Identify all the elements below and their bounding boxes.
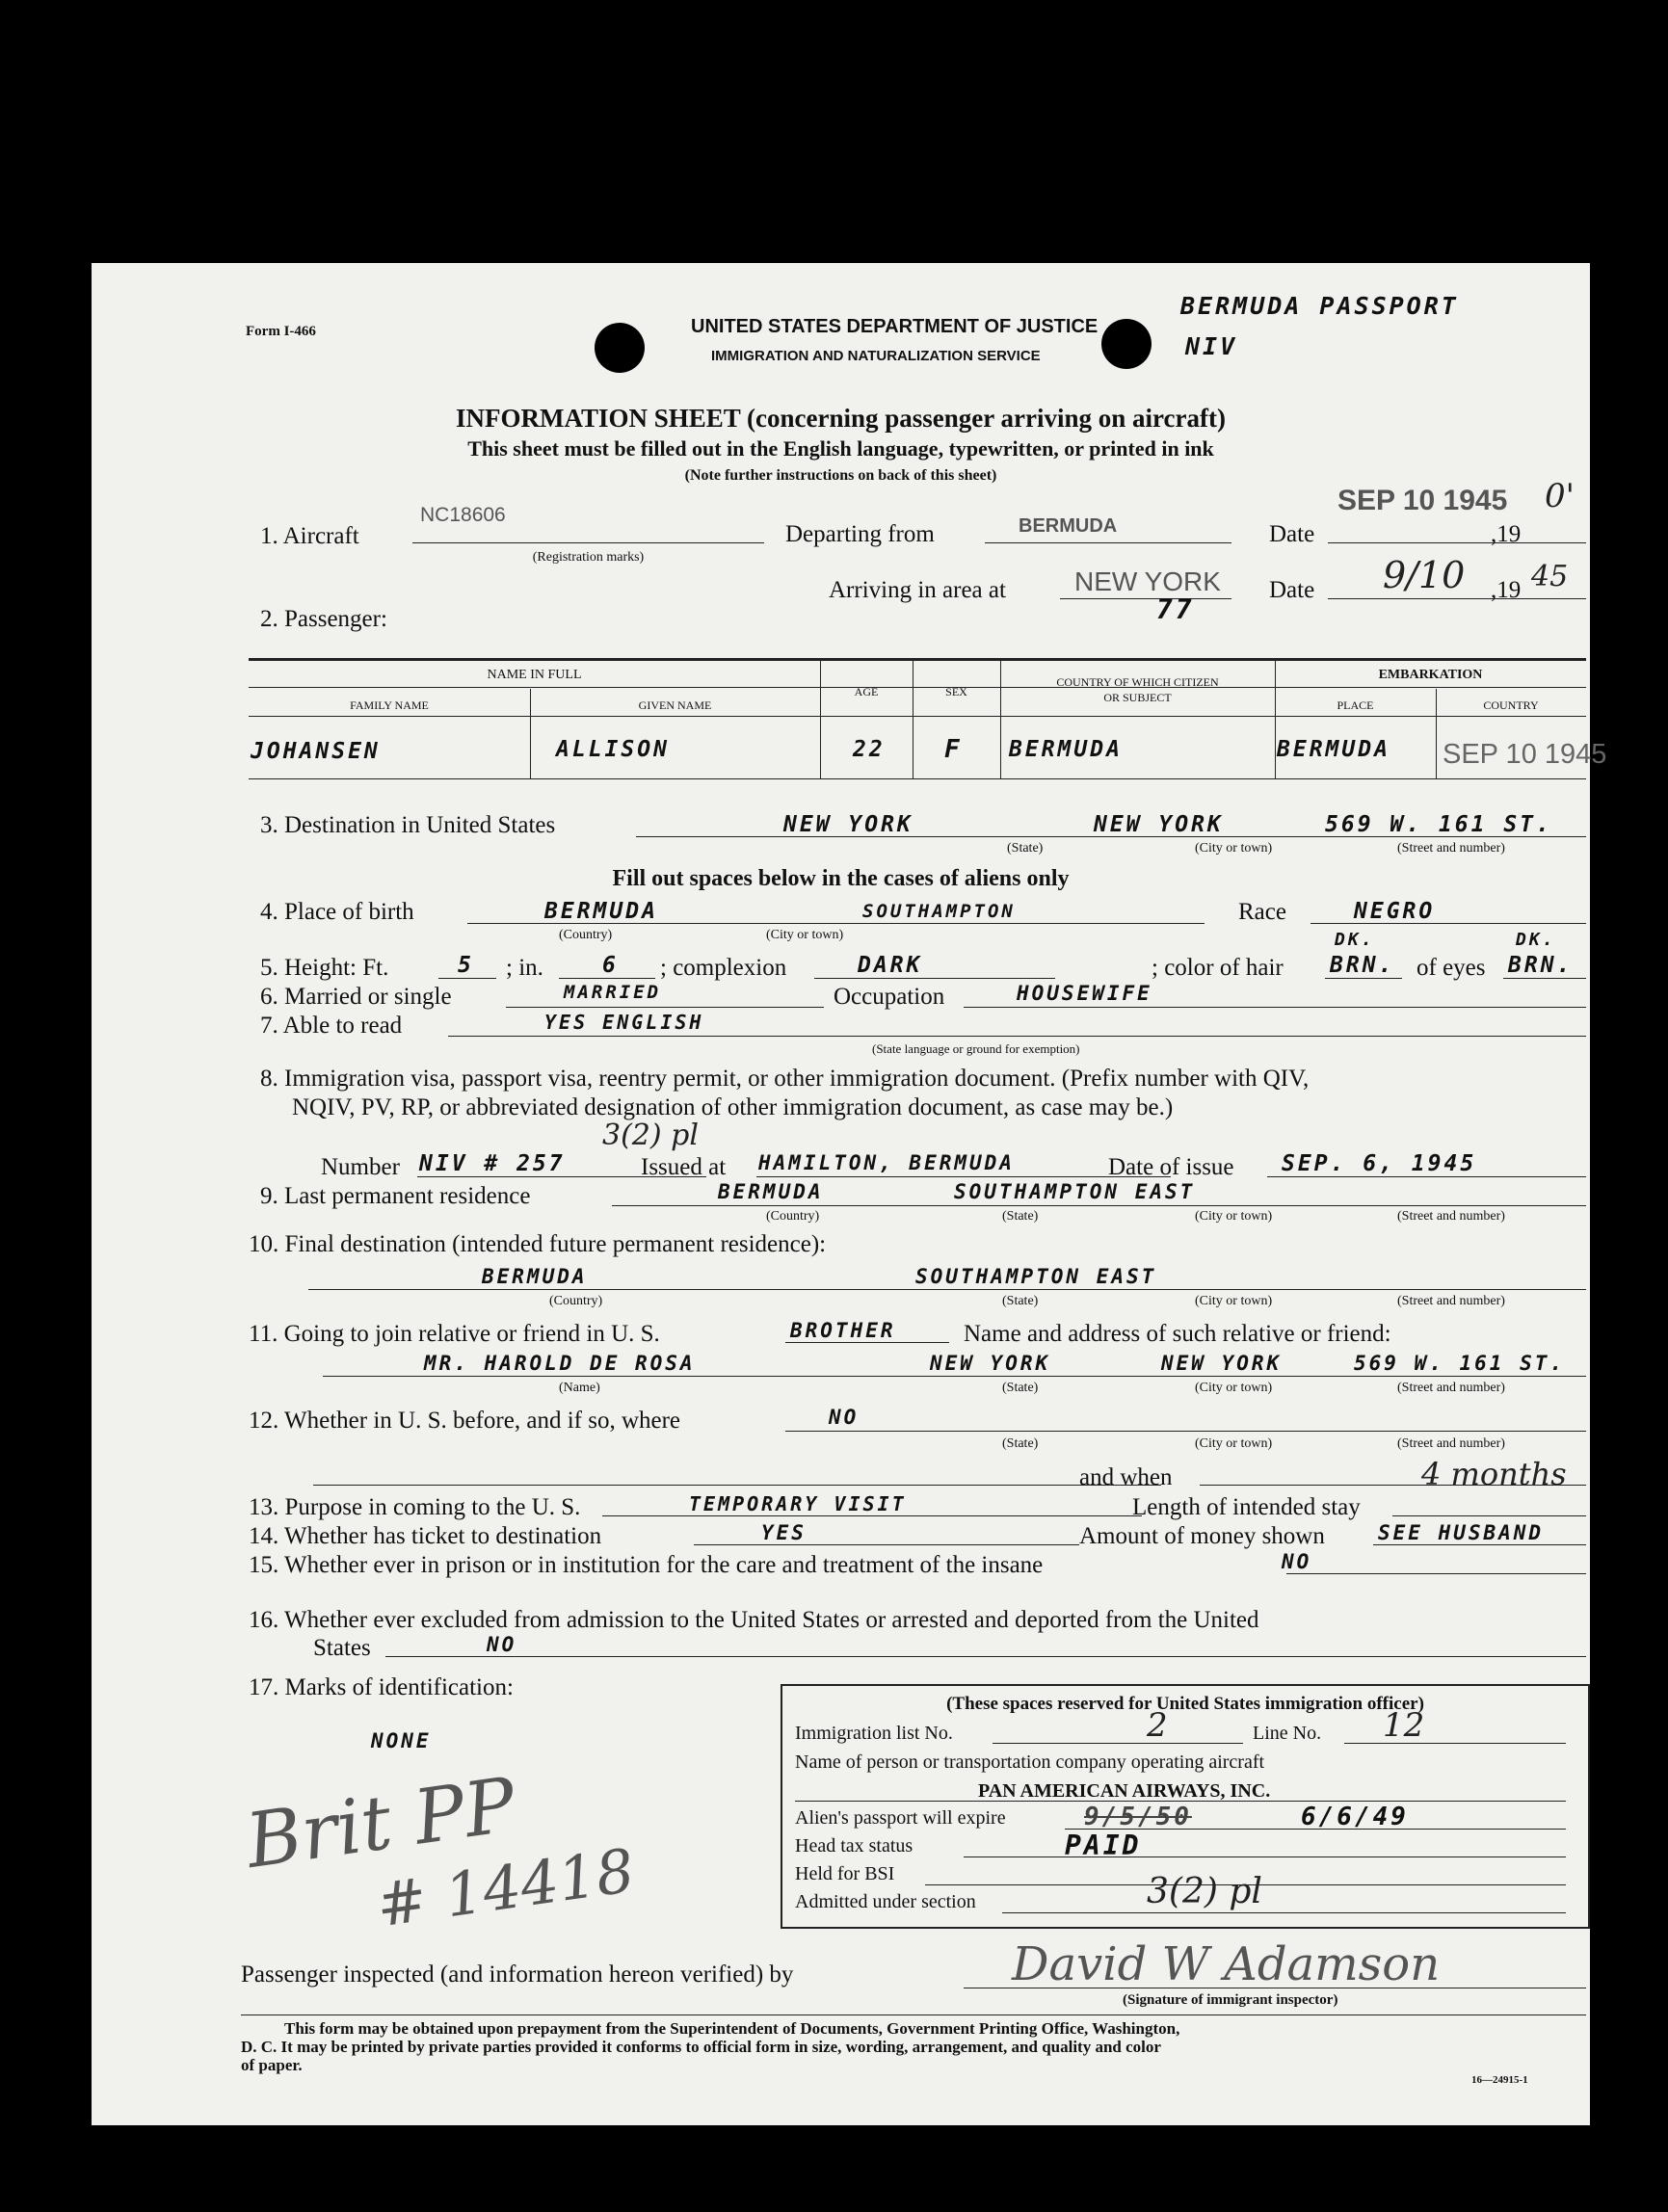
footer-code: 16—24915-1 xyxy=(1471,2074,1528,2086)
complexion-label: ; complexion xyxy=(660,955,787,981)
family-header: FAMILY NAME xyxy=(350,698,429,712)
q14-label: 14. Whether has ticket to destination xyxy=(249,1523,602,1549)
height-ft: 5 xyxy=(458,953,474,978)
section-value: 3(2) pl xyxy=(1147,1872,1262,1911)
footer-line2: D. C. It may be printed by private parties provided it conforms to official form in size, wording, arrangement, and quality and color xyxy=(241,2038,1161,2056)
sheet-subtitle: This sheet must be filled out in the English language, typewritten, or printed in ink xyxy=(467,436,1214,461)
occupation-label: Occupation xyxy=(834,984,945,1010)
stamp-mark: 0' xyxy=(1545,477,1575,515)
date2-value: 9/10 xyxy=(1383,554,1466,596)
arriving-label: Arriving in area at xyxy=(829,577,1006,603)
q3-street: 569 W. 161 ST. xyxy=(1325,812,1552,837)
q8-line1: 8. Immigration visa, passport visa, reentry permit, or other immigration document. (Prefix number with QIV, xyxy=(260,1066,1310,1092)
race-label: Race xyxy=(1238,899,1286,925)
q9-city-caption: (City or town) xyxy=(1195,1209,1273,1224)
departing-value: BERMUDA xyxy=(1019,515,1118,537)
citizen-country-value: BERMUDA xyxy=(1009,737,1123,762)
age-value: 22 xyxy=(853,737,886,762)
tax-label: Head tax status xyxy=(795,1835,913,1856)
hair-value: BRN. xyxy=(1330,953,1395,978)
relative-name: MR. HAROLD DE ROSA xyxy=(424,1352,696,1375)
date-label: Date xyxy=(1269,521,1315,547)
relative-city: NEW YORK xyxy=(1161,1352,1283,1375)
country-header-1: COUNTRY OF WHICH CITIZEN xyxy=(1056,675,1219,689)
age-header: AGE xyxy=(854,685,879,698)
inspection-label: Passenger inspected (and information hereon verified) by xyxy=(241,1962,794,1988)
number-label: Number xyxy=(321,1154,400,1180)
q11-name-caption: (Name) xyxy=(559,1381,600,1395)
top-annotation-1: BERMUDA PASSPORT xyxy=(1180,292,1459,320)
year2-value: 45 xyxy=(1531,560,1569,593)
q4-label: 4. Place of birth xyxy=(260,899,414,925)
family-name-value: JOHANSEN xyxy=(251,739,381,764)
q11-street-caption: (Street and number) xyxy=(1397,1381,1505,1395)
q10-street-caption: (Street and number) xyxy=(1397,1294,1505,1308)
q13-label: 13. Purpose in coming to the U. S. xyxy=(249,1494,581,1520)
embark-country-header: COUNTRY xyxy=(1483,698,1539,712)
occupation-value: HOUSEWIFE xyxy=(1017,982,1152,1005)
form-number: Form I-466 xyxy=(246,324,316,339)
visa-number: NIV # 257 xyxy=(419,1151,566,1176)
birth-city: SOUTHAMPTON xyxy=(862,901,1016,922)
year2-prefix: ,19 xyxy=(1491,577,1522,603)
relation-value: BROTHER xyxy=(790,1319,896,1342)
given-header: GIVEN NAME xyxy=(638,698,712,712)
sex-header: SEX xyxy=(945,685,967,698)
q10-country-caption: (Country) xyxy=(549,1294,603,1308)
q6-label: 6. Married or single xyxy=(260,984,452,1010)
q9-country-caption: (Country) xyxy=(766,1209,820,1224)
section-label: Admitted under section xyxy=(795,1891,976,1912)
officer-box-title: (These spaces reserved for United States immigration officer) xyxy=(946,1694,1424,1714)
form-sheet xyxy=(92,263,1607,2125)
q9-country: BERMUDA xyxy=(718,1180,824,1203)
q15-value: NO xyxy=(1282,1550,1312,1573)
aliens-note: Fill out spaces below in the cases of aliens only xyxy=(612,866,1070,891)
q3-street-caption: (Street and number) xyxy=(1397,841,1505,856)
q11-city-caption: (City or town) xyxy=(1195,1381,1273,1395)
bsi-label: Held for BSI xyxy=(795,1863,895,1884)
place-header: PLACE xyxy=(1337,698,1374,712)
arrival-date-stamp: SEP 10 1945 xyxy=(1337,485,1508,516)
date2-label: Date xyxy=(1269,577,1315,603)
given-name-value: ALLISON xyxy=(556,737,670,762)
embark-country-value: SEP 10 1945 xyxy=(1443,739,1607,770)
line-label: Line No. xyxy=(1253,1723,1322,1744)
operator-value: PAN AMERICAN AIRWAYS, INC. xyxy=(978,1780,1271,1802)
eyes-modifier: DK. xyxy=(1516,930,1556,950)
q3-city-caption: (City or town) xyxy=(1195,841,1273,856)
q17-label: 17. Marks of identification: xyxy=(249,1674,514,1700)
q9-state-caption: (State) xyxy=(1002,1209,1039,1224)
q12-value: NO xyxy=(829,1406,860,1429)
read-value: YES ENGLISH xyxy=(544,1011,704,1034)
q12-city-caption: (City or town) xyxy=(1195,1436,1273,1451)
q11-state-caption: (State) xyxy=(1002,1381,1039,1395)
q17-value: NONE xyxy=(371,1729,432,1752)
sheet-title: INFORMATION SHEET (concerning passenger arriving on aircraft) xyxy=(456,404,1226,433)
q9-street-caption: (Street and number) xyxy=(1397,1209,1505,1224)
sex-value: F xyxy=(944,735,963,764)
service-title: IMMIGRATION AND NATURALIZATION SERVICE xyxy=(711,348,1041,364)
issue-date-label: Date of issue xyxy=(1108,1154,1234,1180)
birth-country: BERMUDA xyxy=(544,899,658,924)
year-prefix: ,19 xyxy=(1491,521,1522,547)
q2-label: 2. Passenger: xyxy=(260,606,387,632)
relative-state: NEW YORK xyxy=(930,1352,1051,1375)
q10-city-caption: (City or town) xyxy=(1195,1294,1273,1308)
issued-label: Issued at xyxy=(641,1154,727,1180)
q16-line2: States xyxy=(313,1635,371,1661)
ticket-value: YES xyxy=(761,1521,807,1544)
embark-header: EMBARKATION xyxy=(1378,668,1483,682)
money-value: SEE HUSBAND xyxy=(1378,1521,1545,1544)
height-in: 6 xyxy=(602,953,619,978)
passport-expiry: 6/6/49 xyxy=(1301,1803,1409,1831)
q8-line2: NQIV, PV, RP, or abbreviated designation of other immigration document, as case may be.) xyxy=(292,1094,1174,1120)
top-annotation-2: NIV xyxy=(1185,332,1238,360)
q3-state-caption: (State) xyxy=(1007,841,1044,856)
stay-label: Length of intended stay xyxy=(1132,1494,1361,1520)
q16-line1: 16. Whether ever excluded from admission to the United States or arrested and deported from the United xyxy=(249,1607,1259,1633)
hair-label: ; color of hair xyxy=(1152,955,1284,981)
reg-caption: (Registration marks) xyxy=(532,550,645,565)
issued-value: HAMILTON, BERMUDA xyxy=(758,1151,1015,1174)
q1-label: 1. Aircraft xyxy=(260,523,359,549)
department-title: UNITED STATES DEPARTMENT OF JUSTICE xyxy=(691,316,1099,337)
q3-state: NEW YORK xyxy=(783,812,913,837)
in-label: ; in. xyxy=(506,955,543,981)
q11-name-label: Name and address of such relative or friend: xyxy=(964,1321,1391,1347)
name-header: NAME IN FULL xyxy=(487,668,582,682)
q7-label: 7. Able to read xyxy=(260,1013,403,1039)
purpose-value: TEMPORARY VISIT xyxy=(689,1492,907,1515)
q4-country-caption: (Country) xyxy=(559,928,613,942)
when-label: and when xyxy=(1079,1464,1173,1490)
race-value: NEGRO xyxy=(1354,899,1436,924)
relative-street: 569 W. 161 ST. xyxy=(1354,1352,1566,1375)
line-no: 12 xyxy=(1383,1706,1425,1745)
money-label: Amount of money shown xyxy=(1079,1523,1325,1549)
inspector-signature: David W Adamson xyxy=(1012,1937,1441,1991)
handwritten-passport-1: Brit PP xyxy=(241,1761,521,1886)
q12-state-caption: (State) xyxy=(1002,1436,1039,1451)
marital-value: MARRIED xyxy=(564,982,662,1003)
passport-label: Alien's passport will expire xyxy=(795,1807,1006,1829)
operator-label: Name of person or transportation company operating aircraft xyxy=(795,1751,1265,1773)
footer-line1: This form may be obtained upon prepayment from the Superintendent of Documents, Government Printing Office, Washington, xyxy=(284,2019,1180,2038)
q9-label: 9. Last permanent residence xyxy=(260,1183,531,1209)
q10-state: SOUTHAMPTON EAST xyxy=(915,1265,1157,1288)
punch-hole-right xyxy=(1101,319,1152,369)
arriving-extra: 77 xyxy=(1156,593,1195,625)
q3-city: NEW YORK xyxy=(1094,812,1224,837)
eyes-value: BRN. xyxy=(1508,953,1574,978)
punch-hole-left xyxy=(595,323,645,373)
q12-label: 12. Whether in U. S. before, and if so, where xyxy=(249,1408,681,1434)
q3-label: 3. Destination in United States xyxy=(260,812,556,838)
handwritten-passport-2: # 14418 xyxy=(372,1834,639,1941)
q9-state: SOUTHAMPTON EAST xyxy=(954,1180,1196,1203)
hair-modifier: DK. xyxy=(1335,930,1375,950)
q10-state-caption: (State) xyxy=(1002,1294,1039,1308)
departing-label: Departing from xyxy=(785,521,935,547)
q8-annotation: 3(2) pl xyxy=(602,1119,699,1152)
q16-value: NO xyxy=(487,1633,517,1656)
list-no: 2 xyxy=(1147,1706,1168,1745)
aircraft-value: NC18606 xyxy=(420,504,506,526)
q7-caption: (State language or ground for exemption) xyxy=(872,1041,1080,1056)
complexion-value: DARK xyxy=(858,953,923,978)
list-label: Immigration list No. xyxy=(795,1723,953,1744)
passport-struck: 9/5/50 xyxy=(1084,1803,1192,1831)
footer-line3: of paper. xyxy=(241,2056,303,2074)
embark-place-value: BERMUDA xyxy=(1277,737,1390,762)
q12-street-caption: (Street and number) xyxy=(1397,1436,1505,1451)
q15-label: 15. Whether ever in prison or in institution for the care and treatment of the insane xyxy=(249,1552,1044,1578)
q5-label: 5. Height: Ft. xyxy=(260,955,389,981)
q10-country: BERMUDA xyxy=(482,1265,588,1288)
q4-city-caption: (City or town) xyxy=(766,928,844,942)
sheet-note: (Note further instructions on back of this sheet) xyxy=(684,467,997,484)
signature-caption: (Signature of immigrant inspector) xyxy=(1123,1992,1338,2008)
arriving-value: NEW YORK xyxy=(1074,566,1221,596)
eyes-label: of eyes xyxy=(1416,955,1486,981)
q10-label: 10. Final destination (intended future permanent residence): xyxy=(249,1231,827,1257)
stay-value: 4 months xyxy=(1421,1456,1567,1492)
tax-value: PAID xyxy=(1065,1830,1142,1861)
country-header-2: OR SUBJECT xyxy=(1103,691,1172,704)
issue-date-value: SEP. 6, 1945 xyxy=(1282,1151,1477,1176)
q11-label: 11. Going to join relative or friend in U. S. xyxy=(249,1321,660,1347)
